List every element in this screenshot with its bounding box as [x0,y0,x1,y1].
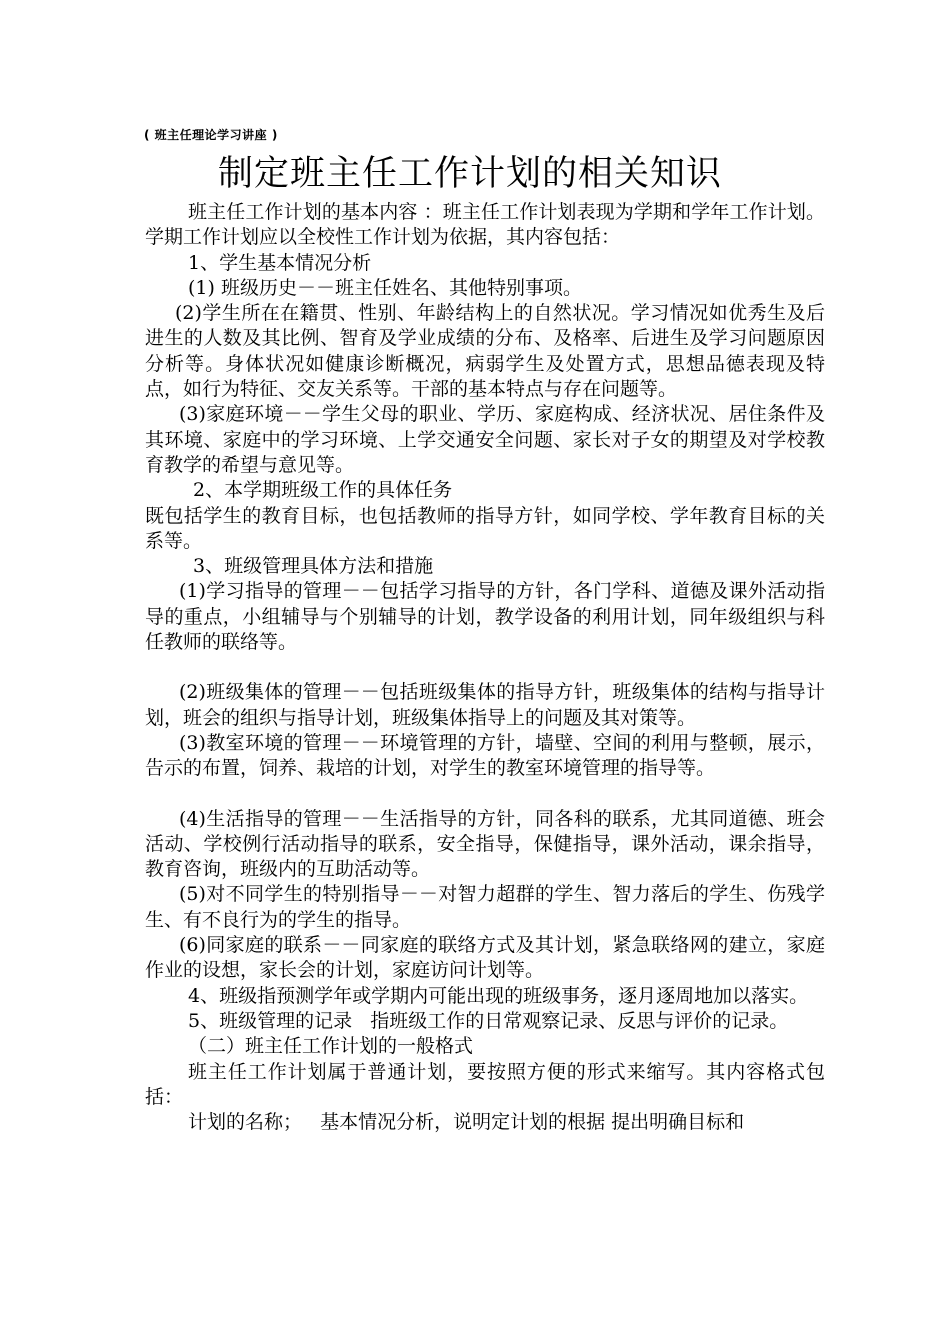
paragraph-management-records: 5、班级管理的记录 指班级工作的日常观察记录、反思与评价的记录。 [188,1009,789,1032]
paragraph-plan-contents: 计划的名称； 基本情况分析，说明定计划的根据 提出明确目标和 [188,1111,745,1134]
paragraph-class-collective: (2)班级集体的管理－－包括班级集体的指导方针，班级集体的结构与指导计划，班会的组织与指导计划，班级集体指导上的问题及其对策等。 [145,681,825,729]
document-body [145,200,825,1135]
paragraph-classroom-environment: (3)教室环境的管理－－环境管理的方针，墙壁、空间的利用与整顿，展示，告示的布置，饲养、栽培的计划，对学生的教室环境管理的指导等。 [145,731,825,780]
paragraph-student-status: (2)学生所在在籍贯、性别、年龄结构上的自然状况。学习情况如优秀生及后进生的人数及其比例、智育及学业成绩的分布、及格率、后进生及学习问题原因分析等。身体状况如健康诊断概况，病弱学生及处置方式，思想品德表现及特点，如行为特征、交友关系等。干部的基本特点与存在问题等。 [145,302,825,401]
paragraph-study-guidance: (1)学习指导的管理－－包括学习指导的方针，各门学科、道德及课外活动指导的重点，小组辅导与个别辅导的计划，教学设备的利用计划，同年级组织与科任教师的联络等。 [145,580,825,654]
paragraph-special-guidance: (5)对不同学生的特别指导－－对智力超群的学生、智力落后的学生、伤残学生、有不良行为的学生的指导。 [145,883,825,931]
paragraph-family-environment: (3)家庭环境－－学生父母的职业、学历、家庭构成、经济状况、居住条件及其环境、家庭中的学习环境、上学交通安全问题、家长对子女的期望及对学校教育教学的希望与意见等。 [145,403,825,476]
paragraph-family-contact: (6)同家庭的联系－－同家庭的联络方式及其计划，紧急联络网的建立，家庭作业的设想，家长会的计划，家庭访问计划等。 [145,934,825,982]
series-label: ( 班主任理论学习讲座 ) [144,128,278,142]
heading-student-analysis: 1、学生基本情况分析 [188,251,372,274]
heading-semester-tasks: 2、本学期班级工作的具体任务 [193,479,453,502]
paragraph-class-history: (1) 班级历史－－班主任姓名、其他特别事项。 [188,276,582,299]
paragraph-class-affairs: 4、班级指预测学年或学期内可能出现的班级事务，逐月逐周地加以落实。 [188,984,809,1007]
paragraph-intro: 班主任工作计划的基本内容 ：班主任工作计划表现为学期和学年工作计划。学期工作计划应以全校性工作计划为依据，其内容包括： [145,201,825,249]
document-title: 制定班主任工作计划的相关知识 [218,154,723,194]
paragraph-life-guidance: (4)生活指导的管理－－生活指导的方针，同各科的联系，尤其同道德、班会活动、学校例行活动指导的联系，安全指导，保健指导，课外活动，课余指导，教育咨询，班级内的互助活动等。 [145,807,825,881]
heading-management-methods: 3、班级管理具体方法和措施 [193,555,434,578]
paragraph-plan-format: 班主任工作计划属于普通计划，要按照方便的形式来缩写。其内容格式包括： [145,1060,825,1108]
paragraph-semester-tasks: 既包括学生的教育目标，也包括教师的指导方针，如同学校、学年教育目标的关系等。 [145,504,825,552]
heading-plan-format: （二）班主任工作计划的一般格式 [188,1035,474,1058]
